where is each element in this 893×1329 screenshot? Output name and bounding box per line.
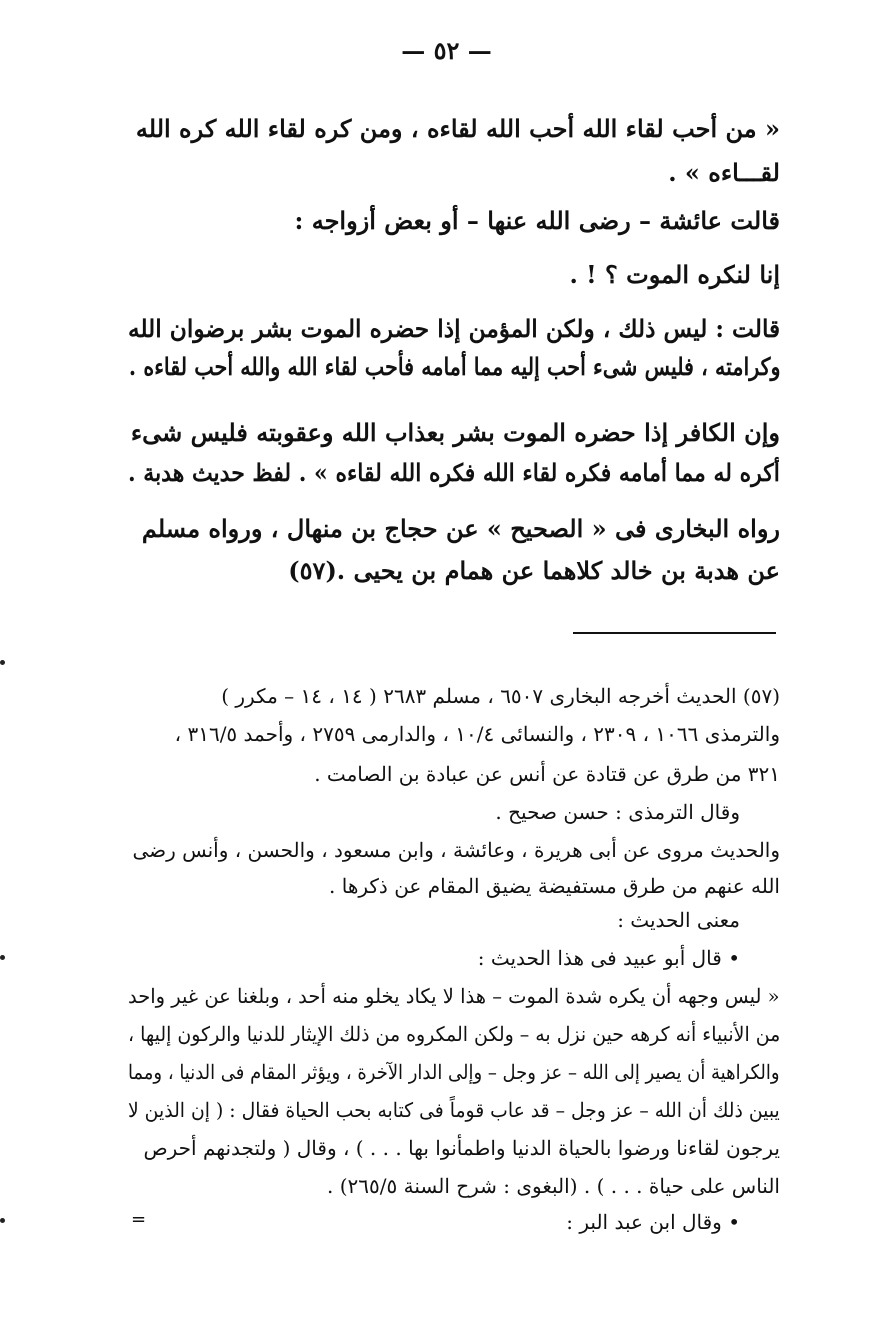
main-line: رواه البخارى فى « الصحيح » عن حجاج بن منهال ، ورواه مسلم bbox=[141, 514, 780, 543]
main-line: قالت عائشة – رضى الله عنها – أو بعض أزواجه : bbox=[294, 206, 780, 235]
footnote-line: « ليس وجهه أن يكره شدة الموت – هذا لا يكاد يخلو منه أحد ، وبلغنا عن غير واحد bbox=[128, 984, 780, 1008]
footnote-line: يبين ذلك أن الله – عز وجل – قد عاب قوماً فى كتابه بحب الحياة فقال : ( إن الذين لا bbox=[128, 1098, 780, 1122]
main-line: عن هدبة بن خالد كلاهما عن همام بن يحيى .(٥٧) bbox=[288, 556, 780, 585]
footnote-line: • قال أبو عبيد فى هذا الحديث : bbox=[477, 946, 740, 970]
main-line: لقـــاءه » . bbox=[668, 158, 780, 187]
footnote-separator bbox=[573, 632, 776, 634]
footnote-line: الله عنهم من طرق مستفيضة يضيق المقام عن ذكرها . bbox=[329, 874, 780, 898]
page-number: — ٥٢ — bbox=[401, 36, 492, 65]
margin-mark: = bbox=[131, 1209, 147, 1230]
main-line: أكره له مما أمامه فكره لقاء الله فكره الله لقاءه » . لفظ حديث هدبة . bbox=[128, 458, 780, 487]
main-line: وإن الكافر إذا حضره الموت بشر بعذاب الله وعقوبته فليس شىء bbox=[130, 418, 780, 447]
footnote-line: وقال الترمذى : حسن صحيح . bbox=[495, 800, 740, 824]
footnote-line: معنى الحديث : bbox=[617, 908, 740, 932]
footnote-line: من الأنبياء أنه كرهه حين نزل به – ولكن المكروه من ذلك الإيثار للدنيا والركون إليها ، bbox=[127, 1022, 780, 1046]
scan-speck bbox=[0, 955, 5, 960]
footnote-line: والكراهية أن يصير إلى الله – عز وجل – وإلى الدار الآخرة ، ويؤثر المقام فى الدنيا ، ومما bbox=[128, 1060, 780, 1084]
main-line: قالت : ليس ذلك ، ولكن المؤمن إذا حضره الموت بشر برضوان الله bbox=[127, 314, 780, 343]
footnote-line: والحديث مروى عن أبى هريرة ، وعائشة ، وابن مسعود ، والحسن ، وأنس رضى bbox=[132, 838, 780, 862]
footnote-line: الناس على حياة . . . ) . (البغوى : شرح السنة ٢٦٥/٥) . bbox=[327, 1174, 780, 1198]
main-line: إنا لنكره الموت ؟ ! . bbox=[569, 260, 780, 289]
main-line: « من أحب لقاء الله أحب الله لقاءه ، ومن كره لقاء الله كره الله bbox=[135, 114, 780, 143]
footnote-line: • وقال ابن عبد البر : bbox=[566, 1210, 740, 1234]
footnote-line: والترمذى ١٠٦٦ ، ٢٣٠٩ ، والنسائى ١٠/٤ ، والدارمى ٢٧٥٩ ، وأحمد ٣١٦/٥ ، bbox=[174, 722, 780, 746]
scan-speck bbox=[0, 660, 5, 665]
footnote-line: ٣٢١ من طرق عن قتادة عن أنس عن عبادة بن الصامت . bbox=[314, 762, 780, 786]
main-line: وكرامته ، فليس شىء أحب إليه مما أمامه فأحب لقاء الله والله أحب لقاءه . bbox=[128, 352, 780, 381]
footnote-line: (٥٧) الحديث أخرجه البخارى ٦٥٠٧ ، مسلم ٢٦٨٣ ( ١٤ ، ١٤ – مكرر ) bbox=[221, 684, 780, 708]
scan-speck bbox=[0, 1218, 5, 1223]
footnote-line: يرجون لقاءنا ورضوا بالحياة الدنيا واطمأنوا بها . . . ) ، وقال ( ولتجدنهم أحرص bbox=[143, 1136, 780, 1160]
